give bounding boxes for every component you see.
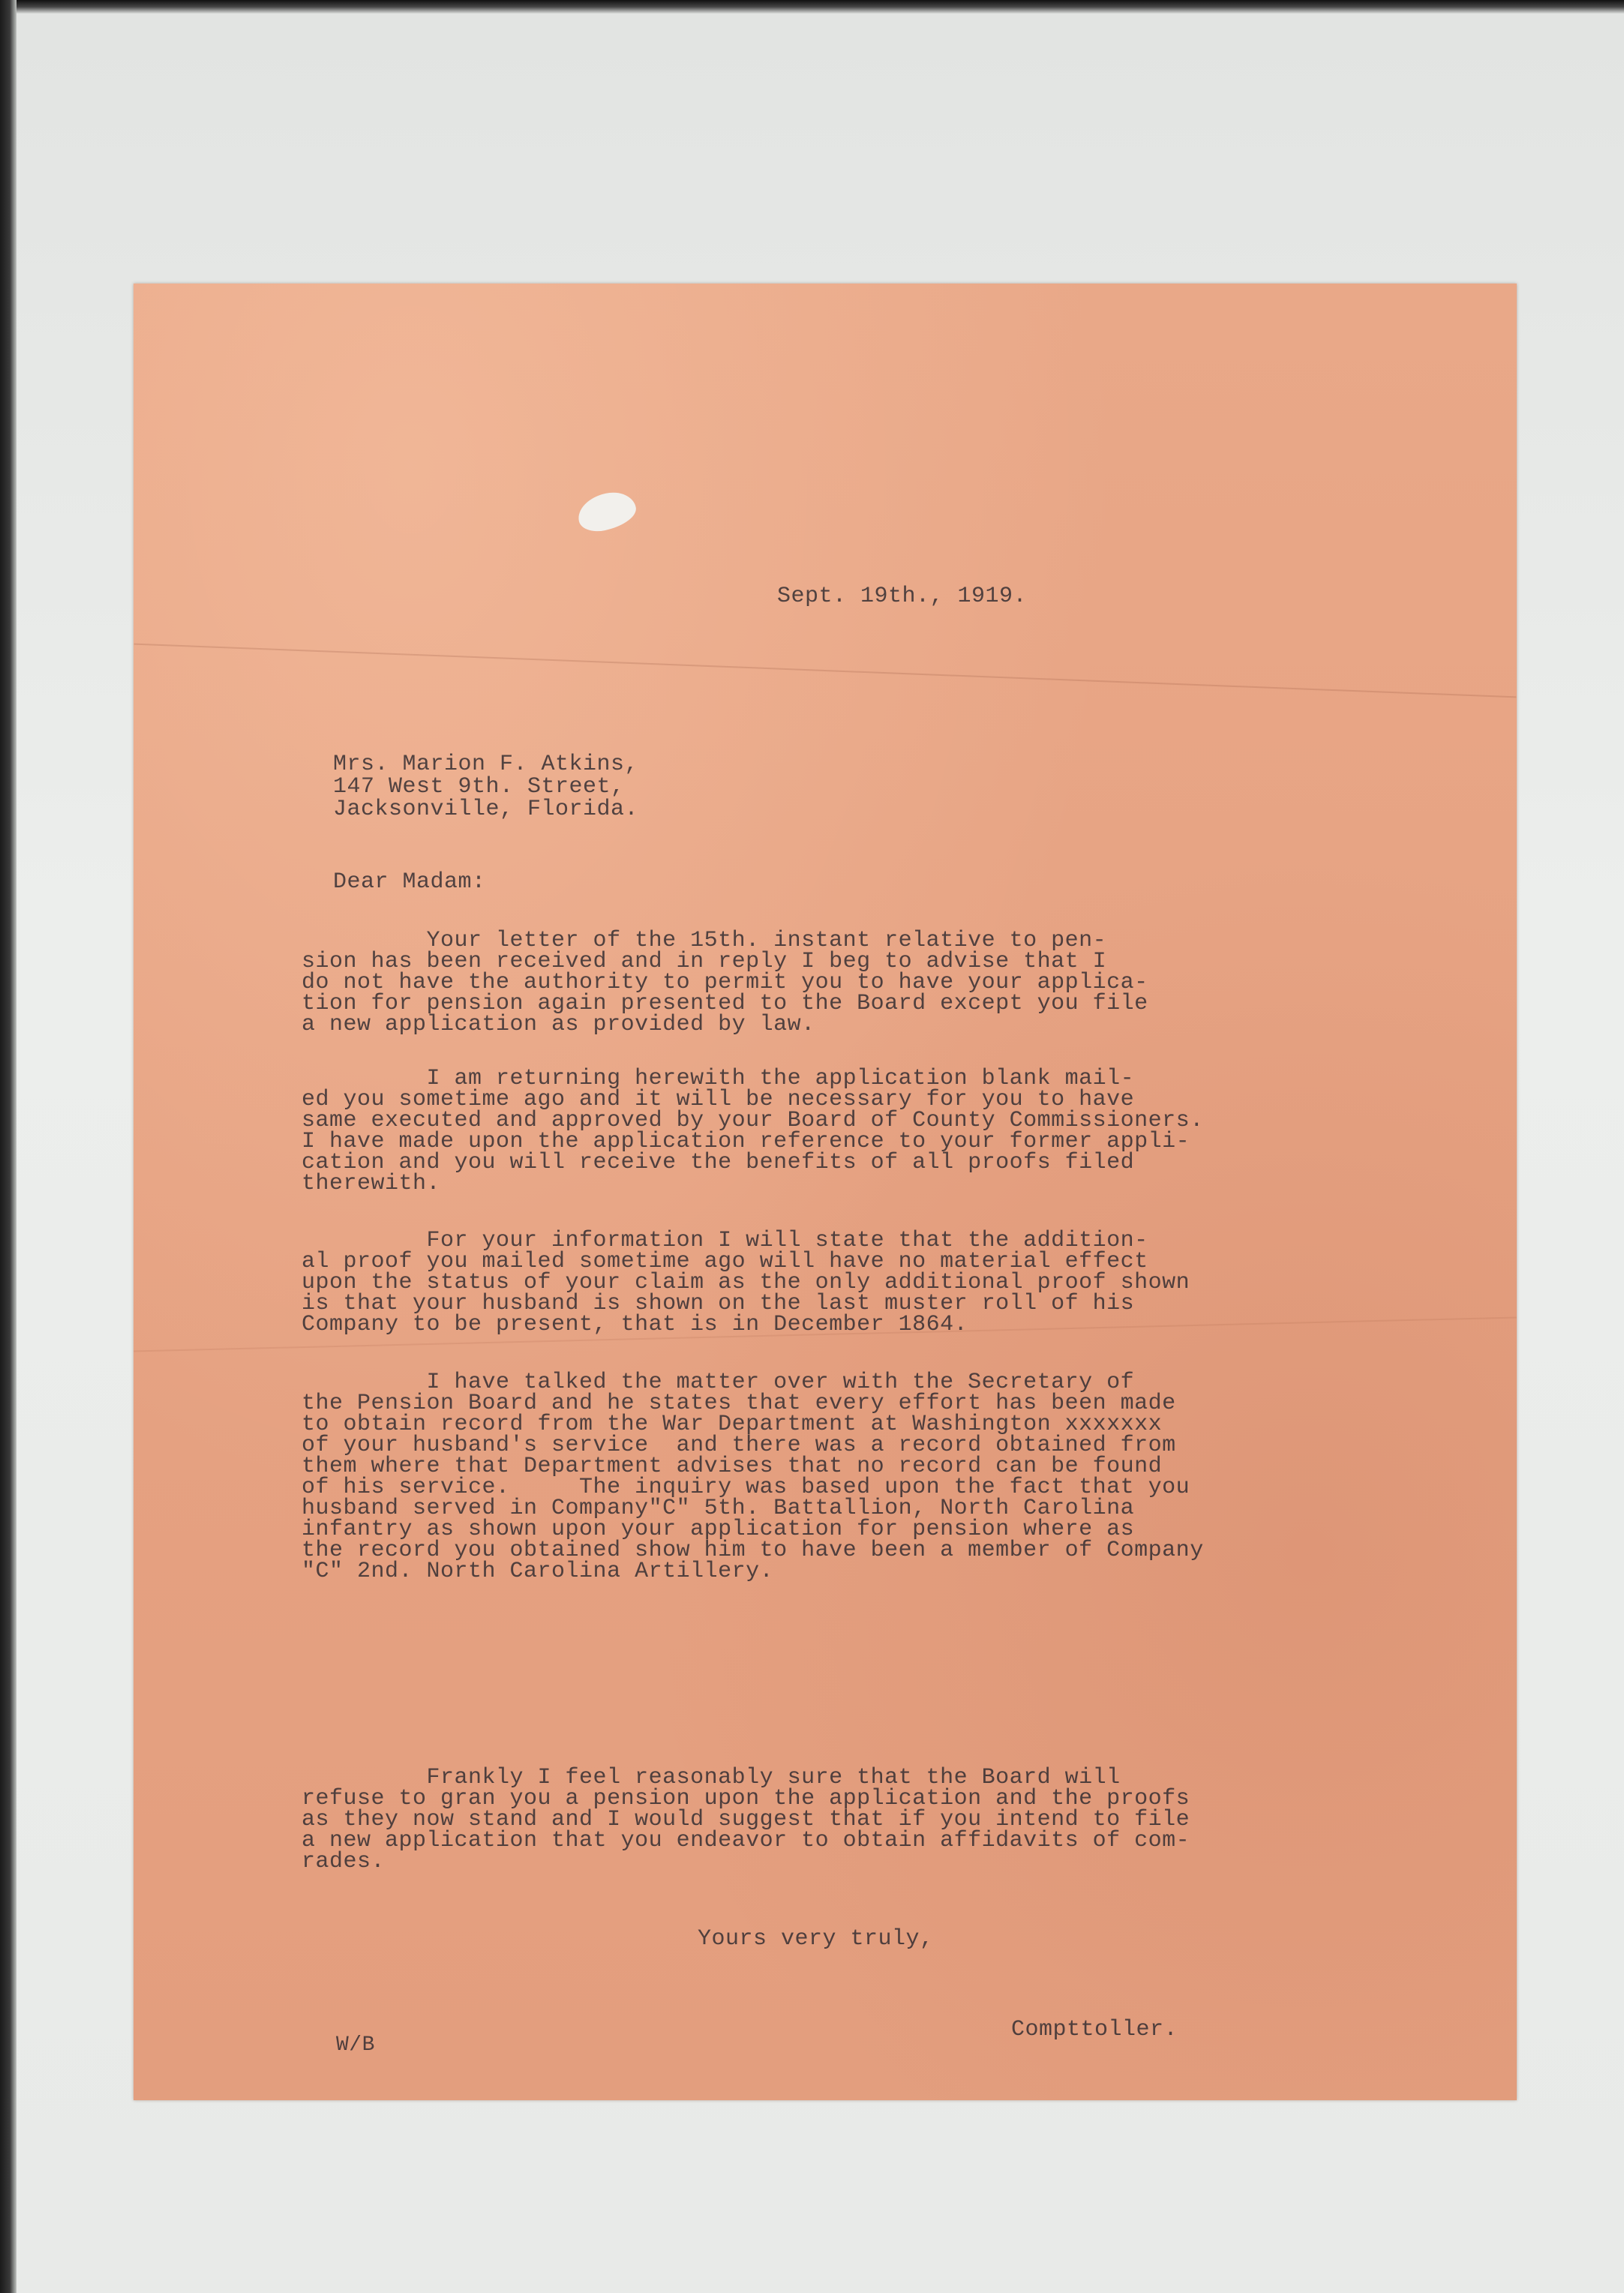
paragraph-3-line: is that your husband is shown on the last muster roll of his — [302, 1291, 1135, 1316]
recipient-city-line: Jacksonville, Florida. — [333, 797, 639, 822]
paragraph-1-line: tion for pension again presented to the Board except you file — [302, 991, 1148, 1016]
letter-closing: Yours very truly, — [698, 1926, 934, 1952]
paragraph-3-line: al proof you mailed sometime ago will have no material effect — [302, 1249, 1148, 1274]
paragraph-4-line: I have talked the matter over with the Secretary of — [302, 1370, 1135, 1395]
paragraph-3-line: Company to be present, that is in December 1864. — [302, 1312, 968, 1337]
paragraph-5-line: a new application that you endeavor to obtain affidavits of com- — [302, 1828, 1190, 1853]
recipient-name-line: Mrs. Marion F. Atkins, — [333, 752, 639, 777]
paragraph-4-line: of your husband's service and there was a record obtained from — [302, 1433, 1176, 1458]
paragraph-4-line: them where that Department advises that no record can be found — [302, 1454, 1163, 1479]
typist-initials: W/B — [336, 2033, 375, 2057]
paragraph-4-line: the record you obtained show him to have been a member of Company — [302, 1538, 1204, 1563]
scan-left-edge — [0, 0, 17, 2293]
paragraph-3-line: For your information I will state that the addition- — [302, 1228, 1148, 1253]
signature-title: Compttoller. — [1011, 2017, 1178, 2042]
letter-date: Sept. 19th., 1919. — [777, 584, 1028, 609]
paragraph-2-line: cation and you will receive the benefits of all proofs filed — [302, 1150, 1135, 1175]
paragraph-4-line: husband served in Company"C" 5th. Battallion, North Carolina — [302, 1496, 1135, 1521]
paragraph-4-line: the Pension Board and he states that every effort has been made — [302, 1391, 1176, 1416]
scan-top-edge — [0, 0, 1624, 14]
paragraph-5-line: rades. — [302, 1849, 386, 1874]
paragraph-2-line: ed you sometime ago and it will be necessary for you to have — [302, 1087, 1135, 1112]
paragraph-2-line: same executed and approved by your Board of County Commissioners. — [302, 1108, 1204, 1133]
paragraph-2-line: therewith. — [302, 1171, 441, 1196]
paragraph-1-line: sion has been received and in reply I beg to advise that I — [302, 949, 1107, 974]
paragraph-4-line: to obtain record from the War Department at Washington xxxxxxx — [302, 1412, 1163, 1437]
paper-tear-hole — [575, 488, 639, 535]
paragraph-5-line: Frankly I feel reasonably sure that the Board will — [302, 1765, 1121, 1790]
paragraph-4-line: infantry as shown upon your application for pension where as — [302, 1517, 1135, 1542]
paragraph-5-line: refuse to gran you a pension upon the application and the proofs — [302, 1786, 1190, 1811]
letter-page — [134, 284, 1517, 2100]
paragraph-3-line: upon the status of your claim as the only additional proof shown — [302, 1270, 1190, 1295]
paragraph-1-line: a new application as provided by law. — [302, 1012, 815, 1037]
paragraph-1-line: Your letter of the 15th. instant relative to pen- — [302, 928, 1107, 953]
paragraph-5-line: as they now stand and I would suggest that if you intend to file — [302, 1807, 1190, 1832]
paragraph-1-line: do not have the authority to permit you to have your applica- — [302, 970, 1148, 995]
recipient-street-line: 147 West 9th. Street, — [333, 774, 625, 800]
paragraph-2-line: I am returning herewith the application blank mail- — [302, 1066, 1135, 1091]
paragraph-2-line: I have made upon the application reference to your former appli- — [302, 1129, 1190, 1154]
paper-fold-line — [134, 644, 1517, 698]
salutation: Dear Madam: — [333, 869, 486, 895]
paragraph-4-line: of his service. The inquiry was based upon the fact that you — [302, 1475, 1190, 1500]
paragraph-4-line: "C" 2nd. North Carolina Artillery. — [302, 1559, 774, 1584]
